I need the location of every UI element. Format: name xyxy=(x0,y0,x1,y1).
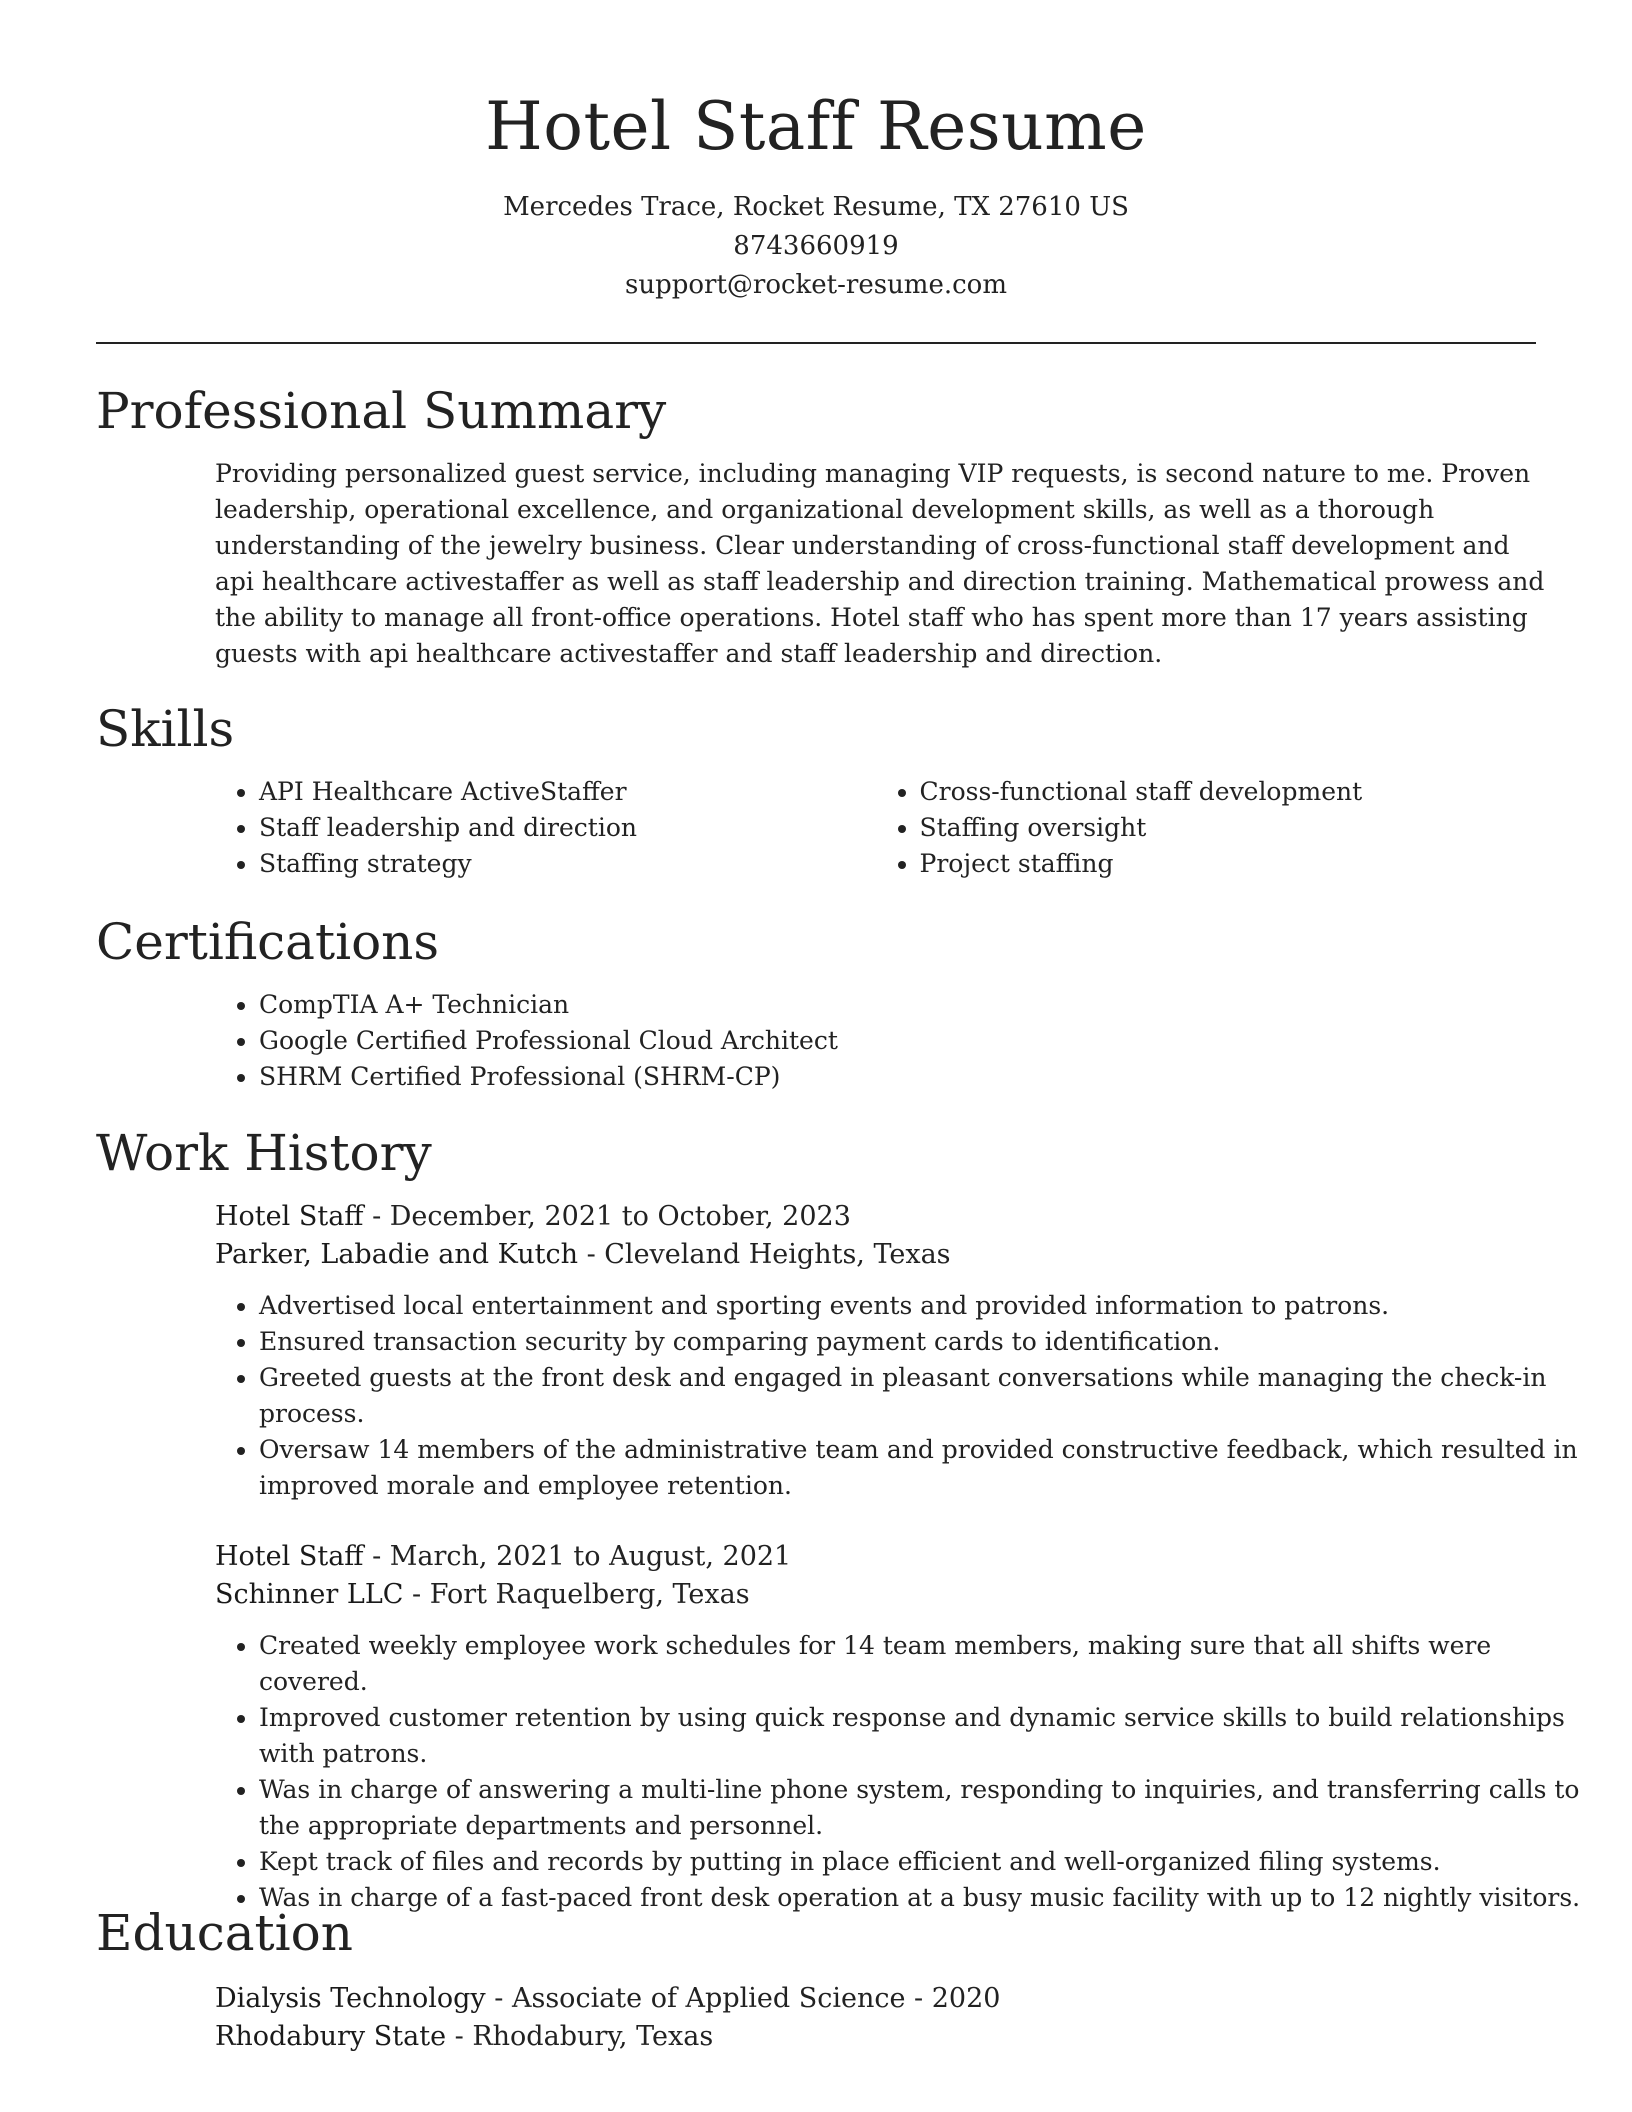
certification-item: • SHRM Certified Professional (SHRM-CP) xyxy=(259,1059,1536,1095)
job-dates: - March, 2021 to August, 2021 xyxy=(363,1541,792,1572)
education-school: Rhodabury State xyxy=(215,2021,447,2052)
certifications-section xyxy=(96,911,1536,1095)
job-bullets xyxy=(215,1628,1589,1916)
skill-item: • Staff leadership and direction xyxy=(259,810,876,846)
certifications-list xyxy=(215,987,1536,1095)
job-bullet: • Was in charge of a fast-paced front desk operation at a busy music facility with up to 12 nightly visitors. xyxy=(259,1880,1589,1916)
summary-text: Providing personalized guest service, including managing VIP requests, is second nature to me. Proven leadership, operational excellence, and organizational development skills, as well as a thorough understanding of the jewelry business. Clear understanding of cross-functional staff development and api healthcare activestaffer as well as staff leadership and direction training. Mathematical prowess and the ability to manage all front-office operations. Hotel staff who has spent more than 17 years assisting guests with api healthcare activestaffer and staff leadership and direction. xyxy=(215,459,1545,668)
skills-title: Skills xyxy=(96,700,235,758)
certifications-title: Certifications xyxy=(96,913,440,971)
skill-item: • Cross-functional staff development xyxy=(920,774,1537,810)
job-bullet: • Improved customer retention by using quick response and dynamic service skills to build relationships with patrons. xyxy=(259,1700,1589,1772)
skills-grid xyxy=(215,774,1536,882)
education-title: Education xyxy=(96,1904,353,1962)
education-location: - Rhodabury, Texas xyxy=(446,2021,714,2052)
job-bullets xyxy=(215,1288,1589,1504)
job-location: - Fort Raquelberg, Texas xyxy=(403,1579,750,1610)
job-bullet: • Advertised local entertainment and sporting events and provided information to patrons. xyxy=(259,1288,1589,1324)
job-bullet: • Ensured transaction security by comparing payment cards to identification. xyxy=(259,1324,1589,1360)
work-history-title: Work History xyxy=(96,1124,432,1182)
job-role: Hotel Staff xyxy=(215,1201,364,1232)
skills-list-left xyxy=(215,774,876,882)
education-entry xyxy=(215,1980,1536,2056)
education-section xyxy=(96,1902,1536,2056)
job-role: Hotel Staff xyxy=(215,1541,364,1572)
work-history-section xyxy=(96,1122,1581,1916)
skills-list-right xyxy=(876,774,1537,882)
job-bullet: • Was in charge of answering a multi-line phone system, responding to inquiries, and transferring calls to the appropriate departments and personnel. xyxy=(259,1772,1589,1844)
resume-header xyxy=(0,0,1632,305)
summary-section xyxy=(96,380,1545,672)
skill-item: • Staffing strategy xyxy=(259,846,876,882)
job-title-line xyxy=(215,1198,1536,1236)
job-title-line xyxy=(215,1538,1536,1576)
job-bullet: • Created weekly employee work schedules for 14 team members, making sure that all shifts were covered. xyxy=(259,1628,1589,1700)
skill-item: • API Healthcare ActiveStaffer xyxy=(259,774,876,810)
job-company: Schinner LLC xyxy=(215,1579,404,1610)
job-company: Parker, Labadie and Kutch xyxy=(215,1239,578,1270)
address: Mercedes Trace, Rocket Resume, TX 27610 US xyxy=(503,192,1129,222)
job-bullet: • Greeted guests at the front desk and engaged in pleasant conversations while managing the check-in process. xyxy=(259,1360,1589,1432)
skills-section xyxy=(96,698,1536,882)
skill-item: • Staffing oversight xyxy=(920,810,1537,846)
header-divider xyxy=(96,342,1536,344)
education-field: Dialysis Technology xyxy=(215,1983,486,2014)
job-bullet: • Kept track of files and records by putting in place efficient and well-organized filing systems. xyxy=(259,1844,1589,1880)
job-company-line xyxy=(215,1236,1536,1274)
education-degree: - Associate of Applied Science - 2020 xyxy=(485,1983,1001,2014)
education-school-line xyxy=(215,2018,1536,2056)
job-company-line xyxy=(215,1576,1536,1614)
email: support@rocket-resume.com xyxy=(624,270,1007,300)
phone: 8743660919 xyxy=(733,231,899,261)
job-dates: - December, 2021 to October, 2023 xyxy=(363,1201,851,1232)
contact-info xyxy=(0,188,1632,305)
skill-item: • Project staffing xyxy=(920,846,1537,882)
job-entry xyxy=(215,1198,1578,1504)
summary-title: Professional Summary xyxy=(96,382,667,440)
job-entry xyxy=(215,1538,1581,1916)
job-location: - Cleveland Heights, Texas xyxy=(577,1239,951,1270)
education-degree-line xyxy=(215,1980,1536,2018)
job-bullet: • Oversaw 14 members of the administrative team and provided constructive feedback, which resulted in improved morale and employee retention. xyxy=(259,1432,1589,1504)
certification-item: • CompTIA A+ Technician xyxy=(259,987,1536,1023)
certification-item: • Google Certified Professional Cloud Architect xyxy=(259,1023,1536,1059)
resume-title: Hotel Staff Resume xyxy=(485,88,1147,165)
